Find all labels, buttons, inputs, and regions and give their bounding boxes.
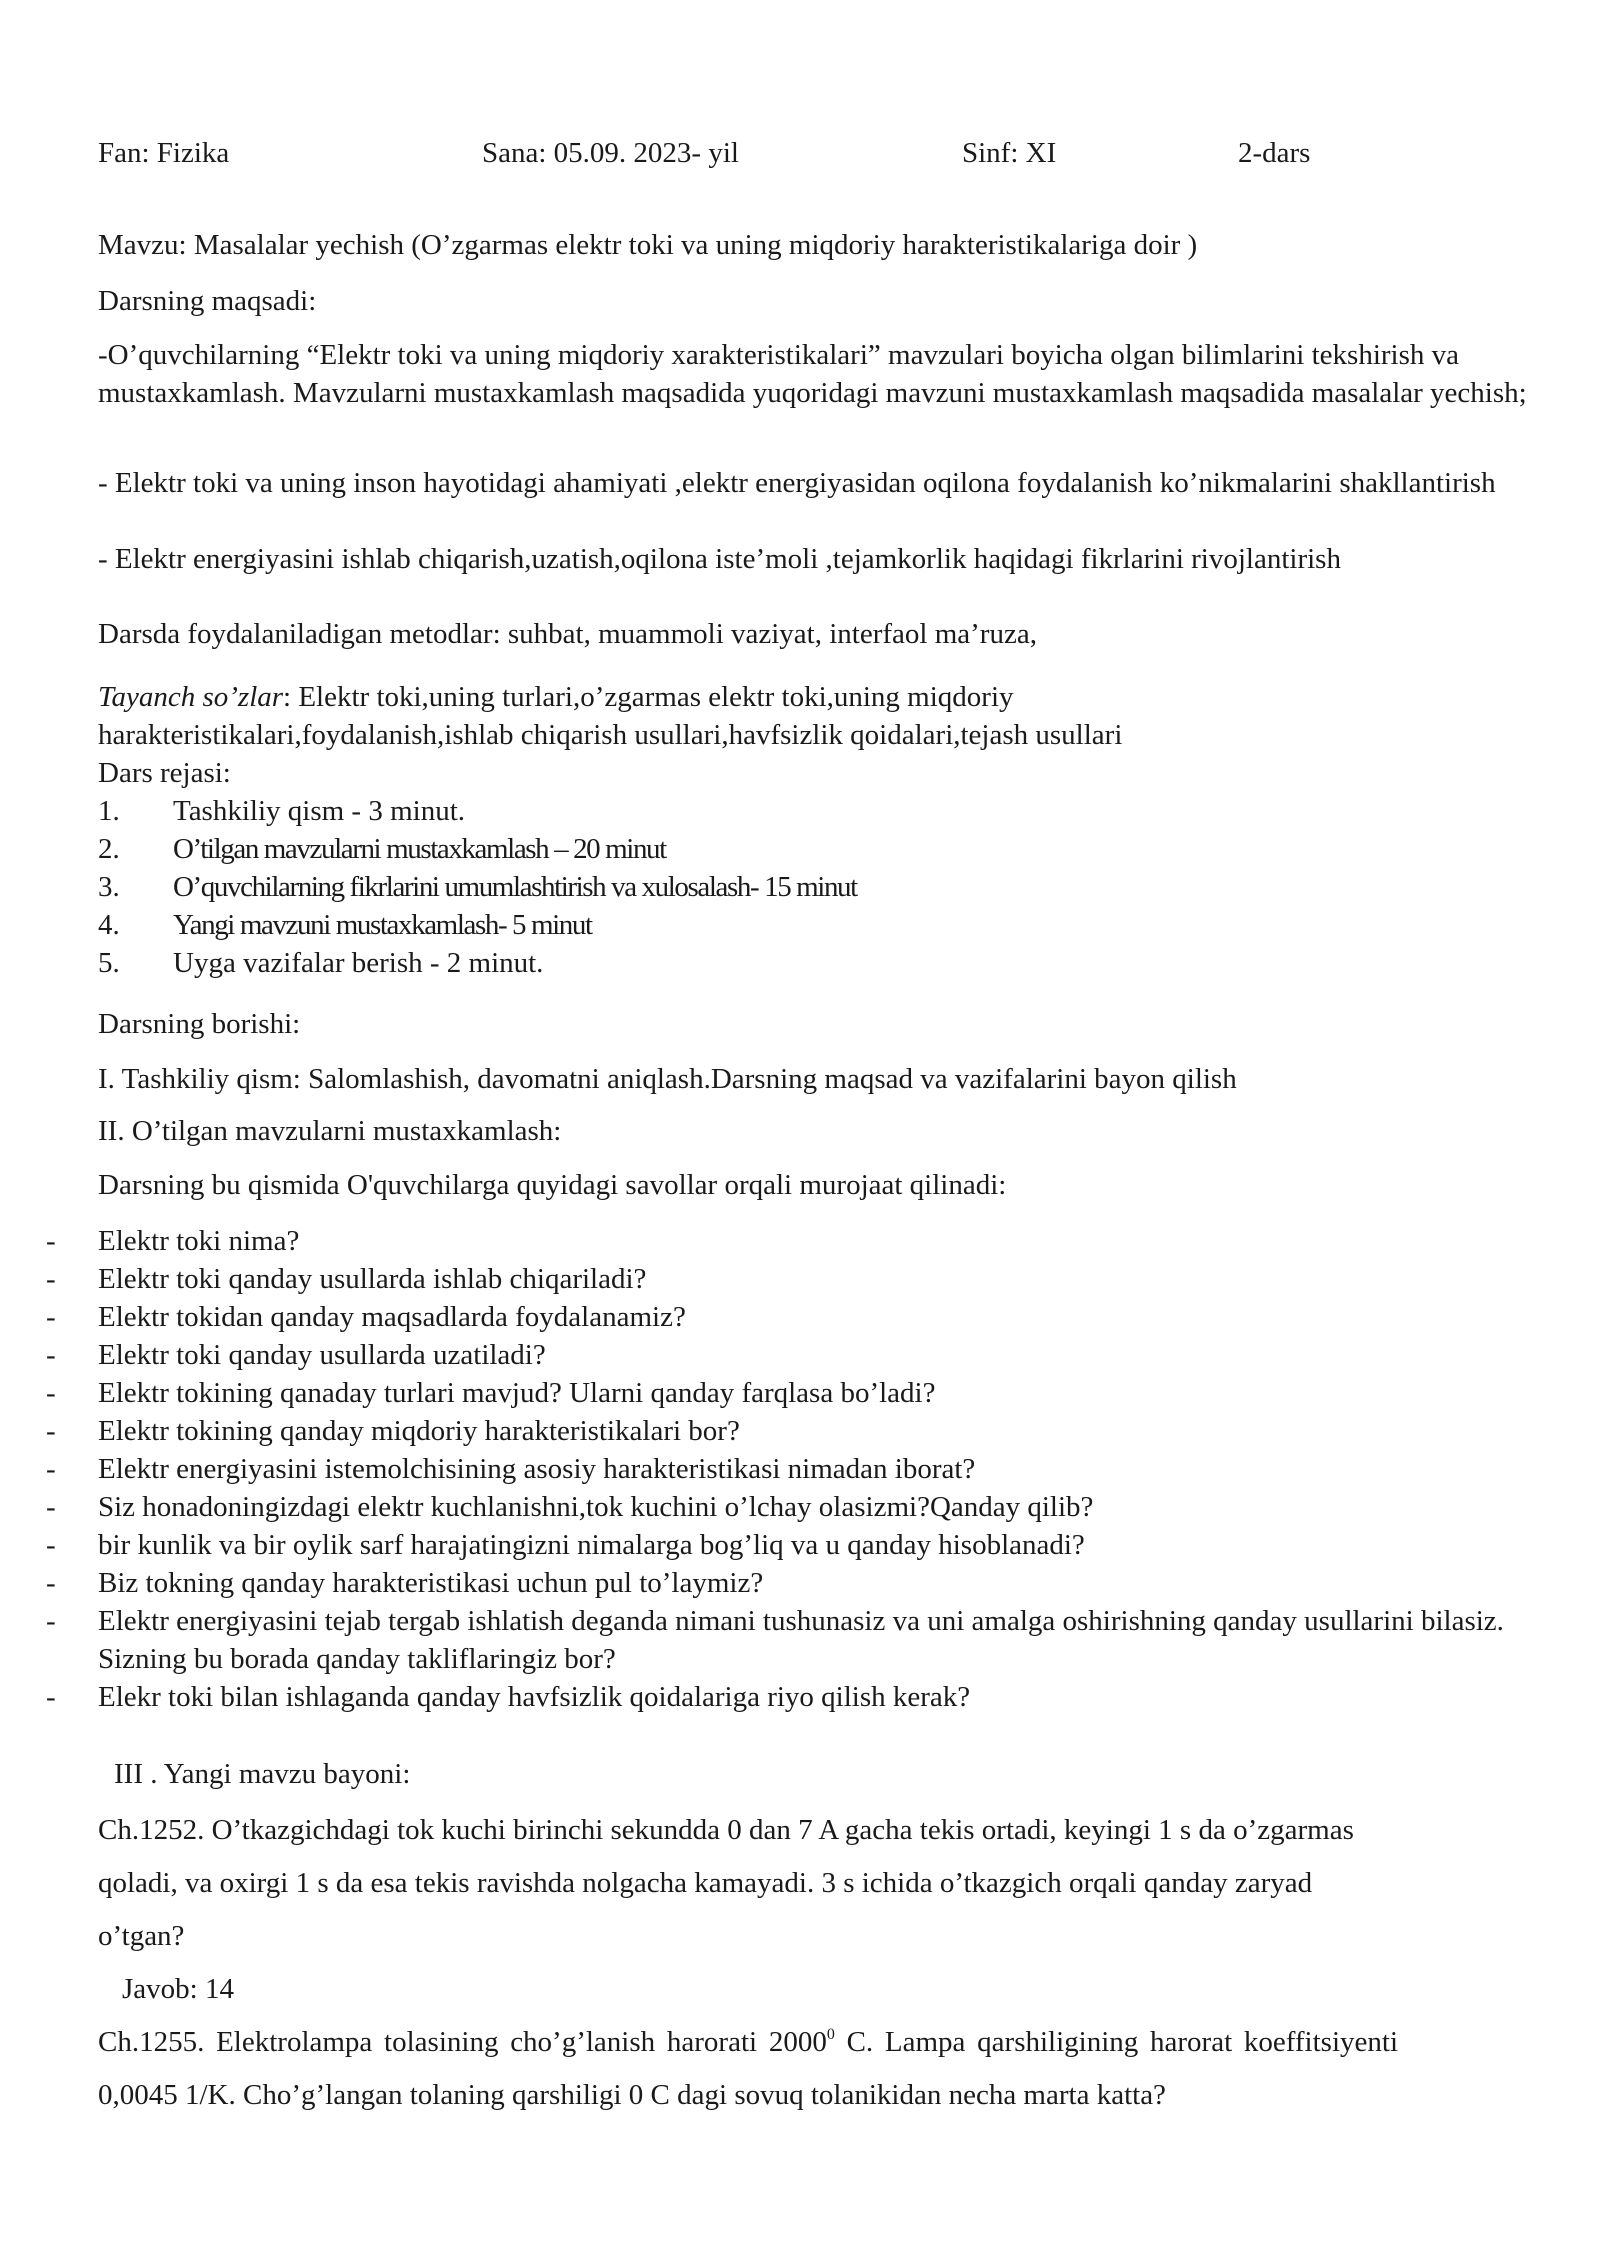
question-item: bir kunlik va bir oylik sarf harajatingizni nimalarga bog’liq va u qanday hisoblanadi? — [98, 1529, 1085, 1561]
section-1: I. Tashkiliy qism: Salomlashish, davomatni aniqlash.Darsning maqsad va vazifalarini bayon qilish — [98, 1063, 1237, 1095]
problem-1252: Ch.1252. O’tkazgichdagi tok kuchi birinchi sekundda 0 dan 7 A gacha tekis ortadi, keyingi 1 s da o’zgarmas qoladi, va oxirgi 1 s da esa tekis ravishda nolgacha kamayadi. 3 s ichida o’tkazgich orqali qanday zaryad o’tgan? — [98, 1814, 1354, 1952]
lesson-number: 2-dars — [1238, 137, 1311, 169]
question-item: Siz honadoningizdagi elektr kuchlanishni,tok kuchini o’lchay olasizmi?Qanday qilib? — [98, 1491, 1094, 1523]
list-bullet: - — [46, 1225, 56, 1257]
list-bullet: - — [46, 1415, 56, 1447]
list-bullet: - — [46, 1567, 56, 1599]
plan-item-text: O’tilgan mavzularni mustaxkamlash – 20 minut — [173, 833, 666, 865]
goals-title: Darsning maqsadi: — [98, 285, 317, 317]
plan-item-number: 2. — [98, 833, 120, 865]
list-bullet: - — [46, 1681, 56, 1713]
answer-line: Javob: 14 — [122, 1973, 234, 2005]
list-bullet: - — [46, 1453, 56, 1485]
list-bullet: - — [46, 1529, 56, 1561]
question-item: Elektr toki nima? — [98, 1225, 300, 1257]
problem-1255 — [98, 2016, 1398, 2122]
section-2: II. O’tilgan mavzularni mustaxkamlash: — [98, 1115, 562, 1147]
question-item: Biz tokning qanday harakteristikasi uchun pul to’laymiz? — [98, 1567, 764, 1599]
list-bullet: - — [46, 1301, 56, 1333]
lesson-topic: Mavzu: Masalalar yechish (O’zgarmas elektr toki va uning miqdoriy harakteristikalariga doir ) — [98, 229, 1198, 261]
list-bullet: - — [46, 1377, 56, 1409]
methods-line: Darsda foydalaniladigan metodlar: suhbat, muammoli vaziyat, interfaol ma’ruza, — [98, 618, 1037, 650]
list-bullet: - — [46, 1263, 56, 1295]
degree-superscript: 0 — [826, 2026, 835, 2043]
plan-item-number: 5. — [98, 947, 120, 979]
goal-paragraph: - Elektr energiyasini ishlab chiqarish,uzatish,oqilona iste’moli ,tejamkorlik haqidagi fikrlarini rivojlantirish — [98, 543, 1341, 575]
problem-1255-text-cont: C. Lampa qarshiligining harorat koeffitsiyenti 0,0045 1/K. Cho’g’langan tolaning qarshiligi 0 C dagi sovuq tolanikidan necha marta katta? — [98, 2026, 1398, 2111]
keywords-paragraph — [98, 678, 1298, 754]
list-bullet: - — [46, 1605, 56, 1637]
list-bullet: - — [46, 1491, 56, 1523]
question-item: Elektr toki qanday usullarda ishlab chiqariladi? — [98, 1263, 647, 1295]
subject-label: Fan: Fizika — [98, 137, 230, 169]
plan-item-text: Uyga vazifalar berish - 2 minut. — [173, 947, 544, 979]
question-item: Elektr energiyasini tejab tergab ishlatish deganda nimani tushunasiz va uni amalga oshirishning qanday usullarini bilasiz. Sizning bu borada qanday takliflaringiz bor? — [98, 1605, 1504, 1675]
plan-item-number: 1. — [98, 795, 120, 827]
goal-paragraph: - Elektr toki va uning inson hayotidagi ahamiyati ,elektr energiyasidan oqilona foydalanish ko’nikmalarini shakllantirish — [98, 467, 1496, 499]
class-label: Sinf: XI — [962, 137, 1057, 169]
problem-1255-text: Ch.1255. Elektrolampa tolasining cho’g’lanish harorati 2000 — [98, 2026, 827, 2058]
questions-intro: Darsning bu qismida O'quvchilarga quyidagi savollar orqali murojaat qilinadi: — [98, 1169, 1007, 1201]
question-item: Elektr tokidan qanday maqsadlarda foydalanamiz? — [98, 1301, 686, 1333]
plan-item-number: 3. — [98, 871, 120, 903]
date-label: Sana: 05.09. 2023- yil — [482, 137, 739, 169]
question-item: Elekr toki bilan ishlaganda qanday havfsizlik qoidalariga riyo qilish kerak? — [98, 1681, 971, 1713]
list-bullet: - — [46, 1339, 56, 1371]
plan-item-text: Tashkiliy qism - 3 minut. — [173, 795, 465, 827]
keywords-label: Tayanch so’zlar — [98, 681, 284, 713]
plan-item-text: Yangi mavzuni mustaxkamlash- 5 minut — [173, 909, 592, 941]
plan-title: Dars rejasi: — [98, 757, 231, 789]
progress-title: Darsning borishi: — [98, 1008, 301, 1040]
keywords-text: : Elektr toki,uning turlari,o’zgarmas elektr toki,uning miqdoriy harakteristikalari,foydalanish,ishlab chiqarish usullari,havfsizlik qoidalari,tejash usullari — [98, 681, 1123, 751]
plan-item-text: O’quvchilarning fikrlarini umumlashtirish va xulosalash- 15 minut — [173, 871, 857, 903]
goal-paragraph: -O’quvchilarning “Elektr toki va uning miqdoriy xarakteristikalari” mavzulari boyicha olgan bilimlarini tekshirish va mustaxkamlash. Mavzularni mustaxkamlash maqsadida yuqoridagi mavzuni mustaxkamlash maqsadida masalalar yechish; — [98, 339, 1527, 409]
plan-item-number: 4. — [98, 909, 120, 941]
section-3: III . Yangi mavzu bayoni: — [114, 1758, 411, 1790]
question-item: Elektr tokining qanday miqdoriy harakteristikalari bor? — [98, 1415, 740, 1447]
question-item: Elektr toki qanday usullarda uzatiladi? — [98, 1339, 546, 1371]
question-item: Elektr energiyasini istemolchisining asosiy harakteristikasi nimadan iborat? — [98, 1453, 976, 1485]
question-item: Elektr tokining qanaday turlari mavjud? Ularni qanday farqlasa bo’ladi? — [98, 1377, 936, 1409]
